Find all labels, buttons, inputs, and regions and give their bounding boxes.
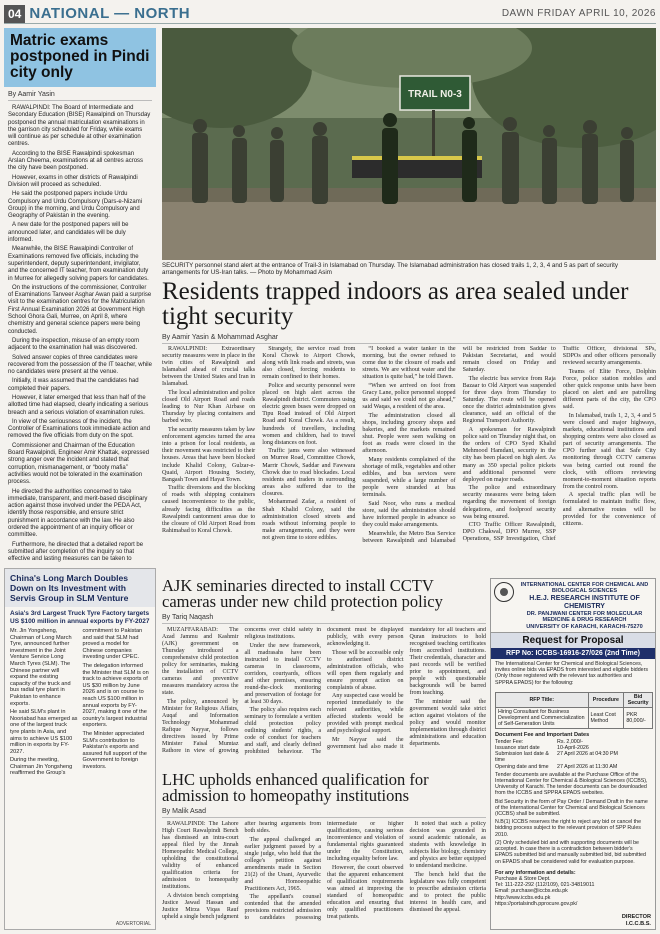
advertorial-label: ADVERTORIAL xyxy=(115,921,151,927)
paragraph: Many residents complained of the shortage of milk, vegetables and other edibles, and bus services were suspended, while a large number of people were stranded at bus terminals. xyxy=(362,456,456,499)
paragraph: During the inspection, misuse of an empty room adjacent to the examination hall was discovered. xyxy=(8,337,140,352)
paragraph: The International Center for Chemical and Biological Sciences, invites online bids via EPADS from interested and eligible bidders (Only those registered with the relevant tax authorities and SPPRA EPADS) for the following: xyxy=(495,661,649,686)
paragraph: Furthermore, he directed that a detailed report be submitted after completion of the inquiry so that effective and lasting measures can be taken to xyxy=(8,541,144,563)
director-org: I.C.C.B.S. xyxy=(625,920,651,927)
advertorial-body xyxy=(5,628,155,777)
paragraph: RAWALPINDI: The Board of Intermediate and Secondary Education (BISE) Rawalpindi on Thursday postponed the annual matriculation examinations in the garrison city scheduled for Friday, while exams will continue as per schedule at other examination centres. xyxy=(8,105,151,148)
main-story-body xyxy=(162,346,656,572)
main-byline: By Aamir Yasin & Mohammad Asghar xyxy=(162,334,656,344)
paragraph: Commissioner and Chairman of the Education Board Rawalpindi, Engineer Amir Khattak, expressed strong anger over the incident and stated that corruption, mismanagement, or “booty mafia” activities would not be tolerated in the examination process. xyxy=(8,442,150,486)
paragraph: In view of the seriousness of the incident, the Controller of Examinations took immediate action and removed the five officials from duty on the spot. xyxy=(8,418,151,440)
contact-website-link[interactable]: http://www.iccbs.edu.pk xyxy=(495,894,551,901)
paragraph: Strangely, the service road from Koral Chowk to Airport Chowk, along with link roads and streets, was also closed, forcing residents to remain confined to their homes. xyxy=(262,346,356,381)
contact-portal-link[interactable]: https://portalsindh.pprocure.gov.pk/ xyxy=(495,900,578,907)
left-story xyxy=(4,28,156,564)
rfp-advertisement xyxy=(490,578,656,930)
cctv-story xyxy=(162,578,486,768)
paragraph: Any suspected case would be reported immediately to the relevant authorities, while affected students would be provided with prompt medical and psychological support. xyxy=(327,693,404,734)
date-value: 10-April-2026 xyxy=(557,745,589,752)
paragraph: The police and extraordinary security measures were being taken regarding the movement of foreign delegations, and foolproof security was being ensured. xyxy=(462,485,556,520)
rfp-title: Request for Proposal xyxy=(491,632,655,648)
advertorial-subhead: Asia's 3rd Largest Truck Tyre Factory targets US $100 million in annual exports by FY-2027 xyxy=(10,610,150,625)
photo-caption: SECURITY personnel stand alert at the entrance of Trail-3 in Islamabad on Thursday. The Islamabad administration has closed trails 1, 2, 3, 4 and 5 as part of security arrangements for US-Iran talks. — Photo by Mohammad Asim xyxy=(162,262,618,276)
paragraph: He said the postponed papers include Urdu Compulsory and Urdu Compulsory (Dars-e-Nizami Group) in the morning, and Urdu Compulsory and Geography of Pakistan in the evening. xyxy=(8,191,143,220)
left-story-byline: By Aamir Yasin xyxy=(8,91,152,101)
paragraph: He said SLM's plant in Nooriabad has emerged as one of the largest truck tyre plants in Asia, and aims to achieve US $100 million in exports by FY-2027. xyxy=(10,709,78,755)
paragraph: He directed the authorities concerned to take immediate, transparent, and merit-based disciplinary action against those involved under the PEDA Act, identify those responsible, and ensure strict punishment in accordance with the law. He also ordered the appointment of an inquiry officer or committee. xyxy=(8,488,148,539)
paragraph: The delegation informed the Minister that SLM is on track to achieve exports of US $30 million by June 2026 and is on course to reach US $100 million in annual exports by FY-2027, making it one of the country's largest industrial exporters. xyxy=(82,662,149,729)
cctv-story-byline: By Tariq Naqash xyxy=(162,614,486,624)
paragraph: The administration closed all shops, including grocery shops and bakeries, and the markets remained shut. People were seen walking on foot as roads were closed in the afternoon. xyxy=(362,412,456,455)
paragraph: Mohammad Zafar, a resident of Shah Khalid Colony, said the administration closed streets and roads without informing people to make arrangements, and they were not given time to store edibles. xyxy=(262,499,356,541)
institute-name-2: H.E.J. RESEARCH INSTITUTE OF CHEMISTRY xyxy=(529,594,640,610)
paragraph: The electric bus service from Raja Bazaar to Old Airport was suspended for three days from Thursday to Saturday. The route will be opened once the district administration gives clearance, said an official of the Regional Transport Authority. xyxy=(462,375,556,425)
masthead xyxy=(4,4,656,24)
date-value: 27 April 2026 at 11:30 AM xyxy=(557,763,618,770)
rfp-intro xyxy=(491,659,655,690)
paragraph: The appellant's counsel contended that the amended provisions restricted admission to candidates possessing intermediate or higher qualifications, causing serious inconvenience and violation of fundamental rights guaranteed under the Constitution, including equality before law. xyxy=(244,821,404,921)
paragraph: Mr Nayyar said the government had also made it mandatory for all teachers and Quran instructors to hold recognised teaching certificates from accredited institutions. Their credentials, character and past records will be verified prior to appointment, and people with questionable backgrounds will be barred from teaching. xyxy=(327,627,486,750)
paragraph: MUZAFFARABAD: The Azad Jammu and Kashmir (AJK) government on Thursday introduced a comprehensive child protection policy for seminaries, making the installation of CCTV cameras and preventive measures mandatory across the state. xyxy=(162,627,239,696)
paragraph: Those will be accessible only to authorised district administration officials, who will open them regularly and ensure prompt action on complaints of abuse. xyxy=(327,649,404,691)
director-title: DIRECTOR xyxy=(621,914,651,921)
paragraph: The Minister appreciated SLM's contribution to Pakistan's exports and assured full support of the Government to foreign investors. xyxy=(82,730,147,770)
paragraph: Teams of Elite Force, Dolphin Force, police station mobiles and other quick response units have been placed on alert and are patrolling different parts of the city, the CPO said. xyxy=(562,368,656,411)
paragraph: However, the court observed that the apparent enhancement of qualification requirements was aimed at improving the standard of homeopathic education and ensuring that only qualified practitioners treat patients. xyxy=(327,864,404,920)
paragraph: According to the BISE Rawalpindi spokesman Arslan Cheema, examinations at all centres across the city have been postponed. xyxy=(8,150,144,172)
contact-email-link[interactable]: Email: purchase@iccbs.edu.pk xyxy=(495,888,568,895)
paragraph: Tender documents are available at the Purchase Office of the International Center for Chemical & Biological Sciences (ICCBS), University of Karachi. The tender documents can be downloaded from the ICCBS and SPPRA EPADS websites. xyxy=(495,771,648,797)
paragraph: Police and security personnel were placed on high alert across the Rawalpindi district. Commuters using electric green buses were dropped on Tipu Road instead of Old Airport Road and Koral Chowk. As a result, hundreds of travellers, including women and children, had to travel long distances on foot. xyxy=(262,382,356,446)
table-cell: Hiring Consultant for Business Development and Commercialization of Self-Generation Units xyxy=(496,707,589,728)
advertorial-box xyxy=(4,568,156,930)
paragraph: During the meeting, Chairman Jin Yongsheng reaffirmed the Group's commitment to Pakistan and said that SLM had proved a model for Chinese companies investing under CPEC. xyxy=(10,628,143,777)
institute-header xyxy=(491,579,655,632)
lhc-story xyxy=(162,772,486,930)
table-header: Bid Security xyxy=(624,692,653,707)
photo-illustration xyxy=(162,28,656,260)
advertorial-headline: China's Long March Doubles Down on Its Investment with Servis Group in SLM Venture xyxy=(5,569,155,607)
date-value: 27 April 2026 at 04:30 PM xyxy=(557,751,618,758)
news-photo xyxy=(162,28,656,260)
contact-heading: For any information and details: xyxy=(495,869,576,876)
cctv-story-headline: AJK seminaries directed to install CCTV cameras under new child protection policy xyxy=(162,578,443,611)
table-cell: Least Cost Method xyxy=(588,707,624,728)
left-story-headline: Matric exams postponed in Pindi city only xyxy=(4,28,156,87)
paragraph: Traffic jams were also witnessed on Murree Road, Committee Chowk, Marrir Chowk, Saddar and Fawwara Chowk due to road blockades. Local residents and traders in surrounding areas also suffered due to the closures. xyxy=(262,448,356,497)
date-value: Rs. 2,000/- xyxy=(557,738,583,745)
institute-address: UNIVERSITY OF KARACHI, KARACHI-75270 xyxy=(526,623,643,630)
contact-line: Purchase & Store Dept. xyxy=(495,875,551,882)
lhc-story-headline: LHC upholds enhanced qualification for admission to homeopathy institutions xyxy=(162,772,429,805)
paragraph: RAWALPINDI: Extraordinary security measures were in place in the twin cities of Rawalpindi and Islamabad ahead of crucial talks between the United States and Iran in Islamabad. xyxy=(162,346,256,388)
paragraph: (2) Only scheduled bid and with supporting documents will be accepted. In case there is a contradiction between bidder's EPADS submitted bid and manually submitted bid, bid submitted on EPADS shall be considered valid for evaluation purpose. xyxy=(495,839,646,865)
paragraph: “I booked a water tanker in the morning, but the owner refused to come due to the closure of roads and streets. We are without water and the situation is quite bad,” he told Dawn. xyxy=(362,346,456,381)
table-header-row xyxy=(496,692,653,707)
paragraph: The appeal challenged an earlier judgment passed by a single judge, who held that the college's petition against amendments made in Section 21(2) of the Unani, Ayurvedic and Homoeopathic Practitioners Act, 1965. xyxy=(244,836,321,892)
contact-line: Tel: 111-222-292 (112/109), 021-34819011 xyxy=(495,882,595,889)
rfp-terms xyxy=(491,770,655,869)
paragraph: On the instructions of the commissioner, Controller of Examinations Tanveer Asghar Awan paid a surprise visit to the examination centres for the Matriculation First Annual Examination 2026 at Government High School Ghora Gali, Murree, on April 8, where chemistry and general science papers were being conducted. xyxy=(8,284,152,335)
paragraph: A spokesman for Rawalpindi police said on Thursday night that, on the orders of CPO Syed Khalid Mehmood Hamdani, security in the city has been placed on high alert. As many as 350 special police pickets and additional personnel were deployed on major roads. xyxy=(462,427,556,483)
paragraph: In Islamabad, trails 1, 2, 3, 4 and 5 were closed and major highways, markets, educational institutions and shopping centres were also closed as part of security arrangements. The CPO further said that Safe City monitoring through CCTV cameras was being carried out round the clock, with officers reviewing moment-to-moment situation reports from the control room. xyxy=(562,412,656,490)
edition-date: DAWN FRIDAY APRIL 10, 2026 xyxy=(501,8,656,19)
cctv-story-body xyxy=(162,627,486,765)
paragraph: However, it later emerged that less than half of the allotted time had elapsed, clearly indicating a serious breach and a serious violation of examination rules. xyxy=(8,394,149,416)
paragraph: Bid Security in the form of Pay Order / Demand Draft in the name of the International Center for Chemical and Biological Sciences (ICCBS) shall be submitted. xyxy=(495,798,648,818)
paragraph: A division bench comprising Justice Jawad Hassan and Justice Mirza Viqas Rauf upheld a single bench judgment after hearing arguments from both sides. xyxy=(162,821,321,920)
director-signature xyxy=(622,914,651,927)
institute-name-3: DR. PANJWANI CENTER FOR MOLECULAR MEDICINE & DRUG RESEARCH xyxy=(526,610,643,624)
date-label: Issuance start date xyxy=(495,745,540,752)
table-header: Procedure xyxy=(588,692,624,707)
paragraph: Under the new framework, all madrasahs have been instructed to install CCTV cameras in classrooms, corridors, courtyards, offices and other premises, ensuring round-the-clock monitoring and preservation of footage for at least 30 days. xyxy=(244,642,321,705)
trail-sign-text: TRAIL N0-3 xyxy=(408,89,462,100)
paragraph: The bench held that the legislature was fully competent to prescribe admission criteria and to protect the public interest in health care, and dismissed the appeal. xyxy=(409,871,486,913)
paragraph: A new date for the postponed papers will be announced later, and candidates will be duly informed. xyxy=(8,222,129,244)
paragraph: The policy, announced by Minister for Religious Affairs, Auqaf and Information Technology Mohammad Rafique Nayyar, follows directives issued by Prime Minister Faisal Mumtaz Rathore in view of growing concerns over child safety in religious institutions. xyxy=(162,627,321,754)
date-label: Opening date and time xyxy=(495,763,549,770)
paragraph: It noted that such a policy decision was grounded in sound academic rationale, as students with knowledge in subjects like biology, chemistry and physics are better equipped to understand medicine. xyxy=(409,821,486,869)
institute-name-1: INTERNATIONAL CENTER FOR CHEMICAL AND BIOLOGICAL SCIENCES xyxy=(520,582,649,595)
institute-logo-icon xyxy=(494,582,514,602)
lhc-story-byline: By Malik Asad xyxy=(162,808,486,818)
main-headline: Residents trapped indoors as area sealed under tight security xyxy=(162,278,629,330)
paragraph: CTO Traffic Officer Rawalpindi, DPO Chakwal, DPO Murree, SSP Operations, SSP Investigation, Chief Traffic Officer, divisional SPs, SDPOs and other officers personally reviewed security arrangements. xyxy=(462,346,656,543)
paragraph: A special traffic plan will be formulated to maintain traffic flow, and alternative routes will be provided for the convenience of citizens. xyxy=(562,492,656,527)
rfp-number: RFP No: ICCBS-16916-27/026 (2nd Time) xyxy=(491,648,655,659)
paragraph: Said Noor, who runs a medical store, said the administration should have informed people in advance so they could make arrangements. xyxy=(362,500,456,529)
contact-info xyxy=(491,869,655,908)
paragraph: The security measures taken by law enforcement agencies turned the area into a prison for local residents, as their movement was restricted to their houses. Areas that have been blocked include Khalid Colony, Gulzar-e-Quaid, Airport Housing Society, Bangash Town and Hayat Town. xyxy=(162,427,256,483)
paragraph: Meanwhile, the Metro Bus Service between Rawalpindi and Islamabad will be restricted from Saddar to Pakistan Secretariat, and would remain closed on Friday and Saturday. xyxy=(362,346,556,544)
paragraph: Traffic diversions and the blocking of roads with shipping containers caused inconvenience to the public, already facing difficulties as the Rawalpindi cantonment areas due to the closure of Old Airport Road from Rahimabad to Koral Chowk. xyxy=(162,485,256,534)
date-label: Tender Fee: xyxy=(495,738,524,745)
paragraph: However, exams in other districts of Rawalpindi Division will proceed as scheduled. xyxy=(8,174,138,188)
paragraph: Initially, it was assumed that the candidates had completed their papers. xyxy=(8,378,139,392)
paragraph: The local administration and police closed Old Airport Road and roads leading to Nur Khan Airbase on Thursday by placing containers and barbed wire. xyxy=(162,390,256,425)
paragraph: “When we arrived on foot from Gracy Lane, police personnel stopped us and said we could not go ahead,” said Waqas, a resident of the area. xyxy=(362,382,456,411)
lhc-story-body xyxy=(162,821,486,929)
date-label: Submission last date & time xyxy=(495,751,549,764)
paragraph: The minister said the government would take strict action against violators of the policy and would monitor implementation through district administrations and education departments. xyxy=(409,698,486,747)
table-header: RFP Title: xyxy=(496,692,589,707)
paragraph: N.B(1) ICCBS reserves the right to reject any bid or cancel the bidding process subject to the relevant provision of SPP Rules 2010. xyxy=(495,819,642,838)
dates-heading: Document Fee and Important Dates xyxy=(495,731,590,738)
section-title: NATIONAL — NORTH xyxy=(29,5,191,22)
paragraph: Mr. Jin Yongsheng, Chairman of Long March Tyre, announced further investment in the Joint Venture Service Long March Tyres (SLM). The Chinese partner will expand the existing capacity of the truck and bus radial tyre plant in Pakistan to enhance exports. xyxy=(10,628,72,707)
left-story-body xyxy=(4,105,156,564)
table-cell: PKR 80,000/- xyxy=(624,707,653,728)
paragraph: Solved answer copies of three candidates were recovered from the possession of the IT teacher, while no candidates were present at the venue. xyxy=(8,354,152,376)
paragraph: The policy also requires each seminary to formulate a written child protection policy outlining students' rights, a code of conduct for teachers and staff, and clearly defined prohibited behaviour. The document must be displayed publicly, with every person acknowledging it. xyxy=(244,627,404,755)
table-row xyxy=(496,707,653,728)
page-number: 04 xyxy=(4,5,25,23)
paragraph: RAWALPINDI: The Lahore High Court Rawalpindi Bench has dismissed an intra-court appeal filed by the Jinnah Homeopathic Medical College, upholding the constitutional validity of enhanced qualification criteria for admission to homeopathy institutions. xyxy=(162,821,239,890)
date-row xyxy=(491,751,655,763)
paragraph: Meanwhile, the BISE Rawalpindi Controller of Examinations removed five officials, including the superintendent, deputy superintendent, invigilator, and the concerned IT teacher, from examination duty in Murree for allegedly solving papers for candidates. xyxy=(8,246,149,282)
rfp-table xyxy=(495,692,653,729)
